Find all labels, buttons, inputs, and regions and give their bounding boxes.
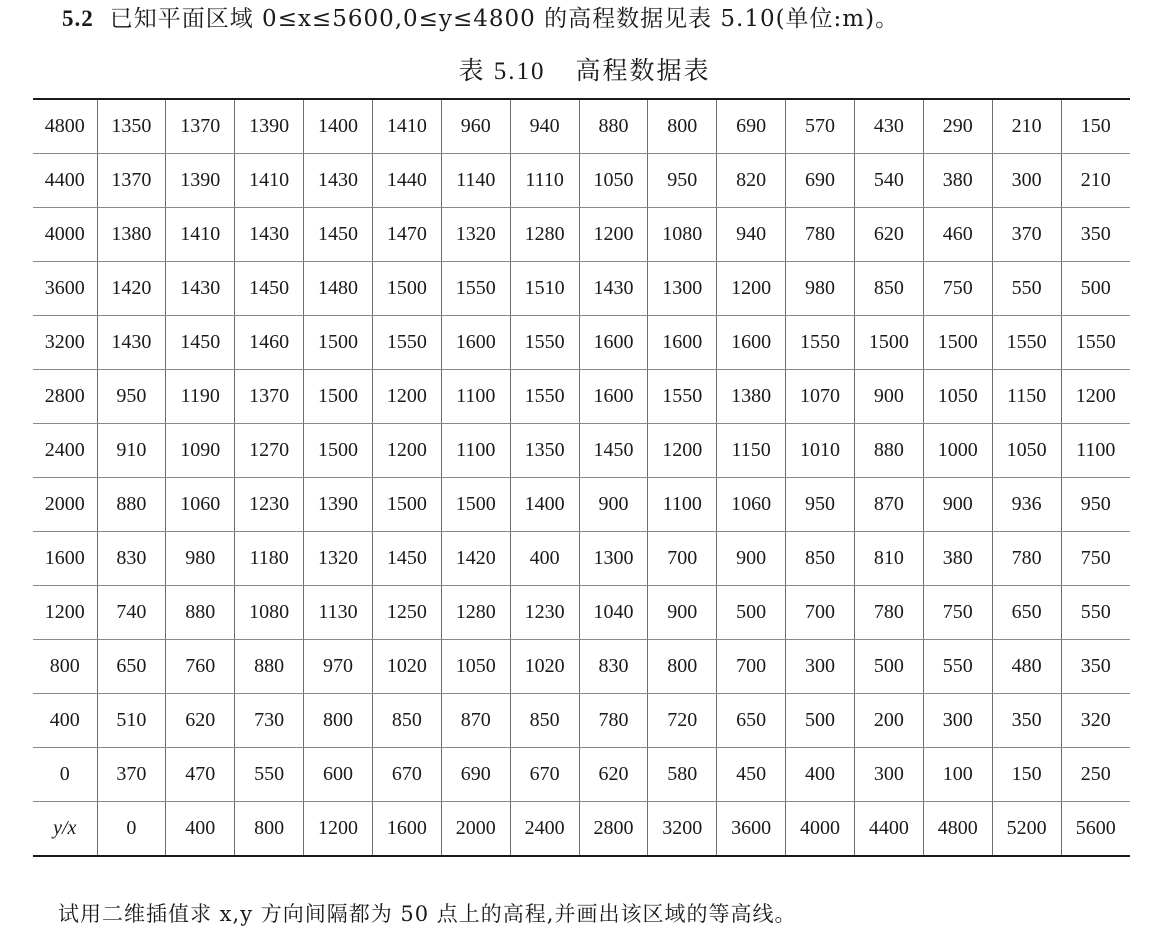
table-caption-title: 高程数据表	[575, 56, 711, 85]
elevation-cell: 1480	[304, 262, 373, 316]
elevation-cell: 1040	[579, 586, 648, 640]
row-y-label: 4000	[33, 208, 97, 262]
table-row	[33, 316, 1130, 370]
table-row	[33, 532, 1130, 586]
elevation-cell: 1410	[372, 99, 441, 154]
elevation-cell: 620	[166, 694, 235, 748]
elevation-cell: 1390	[166, 154, 235, 208]
elevation-cell: 1250	[372, 586, 441, 640]
elevation-cell: 1450	[166, 316, 235, 370]
elevation-cell: 970	[304, 640, 373, 694]
elevation-cell: 780	[992, 532, 1061, 586]
x-header-row	[33, 802, 1130, 857]
elevation-cell: 1500	[372, 262, 441, 316]
row-y-label: 0	[33, 748, 97, 802]
elevation-cell: 720	[648, 694, 717, 748]
elevation-cell: 150	[1061, 99, 1130, 154]
elevation-cell: 800	[304, 694, 373, 748]
elevation-cell: 400	[510, 532, 579, 586]
elevation-cell: 1430	[166, 262, 235, 316]
elevation-cell: 1440	[372, 154, 441, 208]
elevation-cell: 950	[648, 154, 717, 208]
x-value-cell: 2000	[441, 802, 510, 857]
elevation-cell: 300	[786, 640, 855, 694]
x-value-cell: 4000	[786, 802, 855, 857]
x-value-cell: 4400	[854, 802, 923, 857]
x-value-cell: 5600	[1061, 802, 1130, 857]
elevation-cell: 950	[786, 478, 855, 532]
elevation-cell: 1500	[372, 478, 441, 532]
elevation-cell: 100	[923, 748, 992, 802]
elevation-cell: 1140	[441, 154, 510, 208]
elevation-cell: 1550	[441, 262, 510, 316]
elevation-cell: 550	[1061, 586, 1130, 640]
elevation-cell: 300	[992, 154, 1061, 208]
x-value-cell: 2800	[579, 802, 648, 857]
elevation-cell: 1070	[786, 370, 855, 424]
elevation-cell: 1020	[372, 640, 441, 694]
elevation-cell: 830	[97, 532, 166, 586]
elevation-cell: 880	[854, 424, 923, 478]
elevation-cell: 1550	[648, 370, 717, 424]
elevation-cell: 910	[97, 424, 166, 478]
x-value-cell: 800	[235, 802, 304, 857]
elevation-cell: 1600	[717, 316, 786, 370]
elevation-cell: 620	[579, 748, 648, 802]
elevation-cell: 1200	[372, 424, 441, 478]
x-value-cell: 400	[166, 802, 235, 857]
elevation-cell: 670	[510, 748, 579, 802]
elevation-cell: 1600	[579, 370, 648, 424]
row-y-label: 1600	[33, 532, 97, 586]
x-value-cell: 1600	[372, 802, 441, 857]
elevation-cell: 350	[1061, 640, 1130, 694]
x-value-cell: 2400	[510, 802, 579, 857]
elevation-cell: 650	[992, 586, 1061, 640]
elevation-cell: 1550	[510, 316, 579, 370]
table-row	[33, 586, 1130, 640]
elevation-cell: 1430	[235, 208, 304, 262]
elevation-cell: 1410	[166, 208, 235, 262]
axis-label: y/x	[33, 802, 97, 857]
row-y-label: 1200	[33, 586, 97, 640]
table-caption	[0, 54, 1169, 89]
elevation-cell: 350	[1061, 208, 1130, 262]
elevation-cell: 1550	[372, 316, 441, 370]
elevation-table-body	[33, 99, 1130, 856]
elevation-cell: 820	[717, 154, 786, 208]
elevation-cell: 1080	[648, 208, 717, 262]
row-y-label: 4400	[33, 154, 97, 208]
elevation-cell: 1470	[372, 208, 441, 262]
elevation-cell: 480	[992, 640, 1061, 694]
elevation-cell: 1500	[304, 424, 373, 478]
elevation-cell: 400	[786, 748, 855, 802]
elevation-cell: 850	[786, 532, 855, 586]
row-y-label: 4800	[33, 99, 97, 154]
elevation-cell: 250	[1061, 748, 1130, 802]
elevation-cell: 1230	[510, 586, 579, 640]
elevation-cell: 1380	[97, 208, 166, 262]
table-row	[33, 370, 1130, 424]
elevation-cell: 850	[510, 694, 579, 748]
elevation-table	[33, 98, 1130, 857]
elevation-cell: 870	[854, 478, 923, 532]
elevation-cell: 1500	[441, 478, 510, 532]
elevation-cell: 620	[854, 208, 923, 262]
elevation-cell: 1230	[235, 478, 304, 532]
elevation-cell: 500	[1061, 262, 1130, 316]
elevation-cell: 730	[235, 694, 304, 748]
elevation-cell: 1370	[166, 99, 235, 154]
elevation-cell: 880	[97, 478, 166, 532]
elevation-cell: 1010	[786, 424, 855, 478]
elevation-cell: 1100	[648, 478, 717, 532]
elevation-cell: 1430	[579, 262, 648, 316]
elevation-cell: 940	[510, 99, 579, 154]
elevation-cell: 1370	[97, 154, 166, 208]
elevation-cell: 1200	[372, 370, 441, 424]
x-value-cell: 3200	[648, 802, 717, 857]
elevation-cell: 850	[372, 694, 441, 748]
elevation-cell: 320	[1061, 694, 1130, 748]
elevation-cell: 700	[717, 640, 786, 694]
elevation-cell: 1280	[441, 586, 510, 640]
elevation-cell: 830	[579, 640, 648, 694]
elevation-cell: 936	[992, 478, 1061, 532]
elevation-cell: 1060	[717, 478, 786, 532]
elevation-cell: 1000	[923, 424, 992, 478]
elevation-cell: 1320	[304, 532, 373, 586]
row-y-label: 2800	[33, 370, 97, 424]
elevation-cell: 1100	[441, 424, 510, 478]
table-caption-number: 表 5.10	[458, 58, 546, 85]
elevation-cell: 450	[717, 748, 786, 802]
row-y-label: 3200	[33, 316, 97, 370]
elevation-cell: 900	[923, 478, 992, 532]
elevation-cell: 850	[854, 262, 923, 316]
elevation-cell: 1110	[510, 154, 579, 208]
elevation-cell: 210	[992, 99, 1061, 154]
elevation-cell: 1390	[235, 99, 304, 154]
elevation-cell: 1350	[510, 424, 579, 478]
elevation-cell: 800	[648, 640, 717, 694]
elevation-cell: 690	[441, 748, 510, 802]
elevation-cell: 740	[97, 586, 166, 640]
elevation-cell: 1420	[441, 532, 510, 586]
elevation-cell: 1280	[510, 208, 579, 262]
elevation-cell: 1270	[235, 424, 304, 478]
elevation-cell: 950	[97, 370, 166, 424]
elevation-cell: 810	[854, 532, 923, 586]
elevation-cell: 750	[923, 586, 992, 640]
elevation-cell: 1430	[304, 154, 373, 208]
elevation-cell: 1350	[97, 99, 166, 154]
elevation-cell: 300	[854, 748, 923, 802]
elevation-cell: 880	[166, 586, 235, 640]
row-y-label: 400	[33, 694, 97, 748]
table-row	[33, 99, 1130, 154]
elevation-cell: 470	[166, 748, 235, 802]
elevation-cell: 1400	[304, 99, 373, 154]
x-value-cell: 3600	[717, 802, 786, 857]
elevation-cell: 1550	[786, 316, 855, 370]
elevation-cell: 1600	[579, 316, 648, 370]
elevation-cell: 980	[786, 262, 855, 316]
elevation-cell: 1300	[579, 532, 648, 586]
elevation-cell: 1400	[510, 478, 579, 532]
elevation-cell: 1450	[235, 262, 304, 316]
elevation-cell: 1060	[166, 478, 235, 532]
elevation-cell: 550	[923, 640, 992, 694]
elevation-cell: 550	[235, 748, 304, 802]
elevation-cell: 550	[992, 262, 1061, 316]
elevation-cell: 200	[854, 694, 923, 748]
elevation-cell: 870	[441, 694, 510, 748]
elevation-cell: 1370	[235, 370, 304, 424]
elevation-cell: 430	[854, 99, 923, 154]
elevation-cell: 780	[579, 694, 648, 748]
elevation-cell: 510	[97, 694, 166, 748]
task-instruction: 试用二维插值求 x,y 方向间隔都为 50 点上的高程,并画出该区域的等高线。	[58, 902, 797, 926]
elevation-cell: 500	[786, 694, 855, 748]
x-value-cell: 0	[97, 802, 166, 857]
elevation-cell: 1080	[235, 586, 304, 640]
table-row	[33, 208, 1130, 262]
elevation-cell: 1450	[579, 424, 648, 478]
table-row	[33, 478, 1130, 532]
elevation-cell: 1200	[1061, 370, 1130, 424]
elevation-cell: 690	[786, 154, 855, 208]
elevation-cell: 1150	[717, 424, 786, 478]
elevation-cell: 350	[992, 694, 1061, 748]
elevation-cell: 1450	[372, 532, 441, 586]
elevation-cell: 1020	[510, 640, 579, 694]
problem-number: 5.2	[62, 6, 94, 31]
elevation-cell: 1380	[717, 370, 786, 424]
elevation-cell: 780	[786, 208, 855, 262]
elevation-cell: 750	[1061, 532, 1130, 586]
elevation-cell: 1050	[992, 424, 1061, 478]
elevation-cell: 1050	[441, 640, 510, 694]
elevation-cell: 370	[97, 748, 166, 802]
table-row	[33, 694, 1130, 748]
row-y-label: 800	[33, 640, 97, 694]
elevation-cell: 1460	[235, 316, 304, 370]
elevation-cell: 500	[854, 640, 923, 694]
elevation-cell: 1390	[304, 478, 373, 532]
table-row	[33, 262, 1130, 316]
elevation-cell: 670	[372, 748, 441, 802]
elevation-cell: 880	[579, 99, 648, 154]
problem-text: 已知平面区域 0≤x≤5600,0≤y≤4800 的高程数据见表 5.10(单位:m)。	[109, 6, 900, 32]
table-row	[33, 154, 1130, 208]
table-row	[33, 640, 1130, 694]
x-value-cell: 4800	[923, 802, 992, 857]
elevation-cell: 980	[166, 532, 235, 586]
elevation-cell: 1500	[923, 316, 992, 370]
problem-statement	[62, 4, 899, 34]
x-value-cell: 5200	[992, 802, 1061, 857]
elevation-cell: 1050	[579, 154, 648, 208]
elevation-cell: 1200	[717, 262, 786, 316]
elevation-cell: 1600	[648, 316, 717, 370]
elevation-cell: 1130	[304, 586, 373, 640]
elevation-cell: 570	[786, 99, 855, 154]
elevation-cell: 1410	[235, 154, 304, 208]
elevation-cell: 1320	[441, 208, 510, 262]
elevation-cell: 370	[992, 208, 1061, 262]
elevation-cell: 1200	[648, 424, 717, 478]
elevation-cell: 1090	[166, 424, 235, 478]
elevation-cell: 1500	[854, 316, 923, 370]
row-y-label: 3600	[33, 262, 97, 316]
elevation-cell: 1420	[97, 262, 166, 316]
elevation-cell: 290	[923, 99, 992, 154]
elevation-cell: 380	[923, 532, 992, 586]
elevation-cell: 1190	[166, 370, 235, 424]
elevation-cell: 1510	[510, 262, 579, 316]
elevation-cell: 780	[854, 586, 923, 640]
elevation-cell: 1550	[1061, 316, 1130, 370]
elevation-cell: 750	[923, 262, 992, 316]
elevation-cell: 900	[648, 586, 717, 640]
row-y-label: 2400	[33, 424, 97, 478]
elevation-cell: 540	[854, 154, 923, 208]
elevation-cell: 880	[235, 640, 304, 694]
table-row	[33, 748, 1130, 802]
elevation-cell: 210	[1061, 154, 1130, 208]
elevation-cell: 700	[648, 532, 717, 586]
elevation-cell: 800	[648, 99, 717, 154]
elevation-cell: 1100	[441, 370, 510, 424]
elevation-cell: 700	[786, 586, 855, 640]
elevation-cell: 1050	[923, 370, 992, 424]
elevation-cell: 460	[923, 208, 992, 262]
elevation-cell: 900	[579, 478, 648, 532]
elevation-cell: 1500	[304, 316, 373, 370]
elevation-cell: 380	[923, 154, 992, 208]
elevation-cell: 960	[441, 99, 510, 154]
elevation-cell: 1550	[992, 316, 1061, 370]
elevation-cell: 1500	[304, 370, 373, 424]
elevation-cell: 900	[717, 532, 786, 586]
elevation-cell: 1450	[304, 208, 373, 262]
x-value-cell: 1200	[304, 802, 373, 857]
elevation-cell: 1180	[235, 532, 304, 586]
elevation-cell: 690	[717, 99, 786, 154]
table-row	[33, 424, 1130, 478]
elevation-cell: 650	[97, 640, 166, 694]
elevation-cell: 1150	[992, 370, 1061, 424]
row-y-label: 2000	[33, 478, 97, 532]
elevation-cell: 950	[1061, 478, 1130, 532]
elevation-cell: 600	[304, 748, 373, 802]
elevation-cell: 760	[166, 640, 235, 694]
elevation-cell: 1550	[510, 370, 579, 424]
elevation-cell: 500	[717, 586, 786, 640]
elevation-cell: 1200	[579, 208, 648, 262]
elevation-cell: 900	[854, 370, 923, 424]
elevation-cell: 1100	[1061, 424, 1130, 478]
elevation-cell: 1300	[648, 262, 717, 316]
elevation-cell: 150	[992, 748, 1061, 802]
elevation-cell: 940	[717, 208, 786, 262]
elevation-cell: 1600	[441, 316, 510, 370]
elevation-cell: 1430	[97, 316, 166, 370]
elevation-cell: 300	[923, 694, 992, 748]
elevation-cell: 650	[717, 694, 786, 748]
elevation-cell: 580	[648, 748, 717, 802]
